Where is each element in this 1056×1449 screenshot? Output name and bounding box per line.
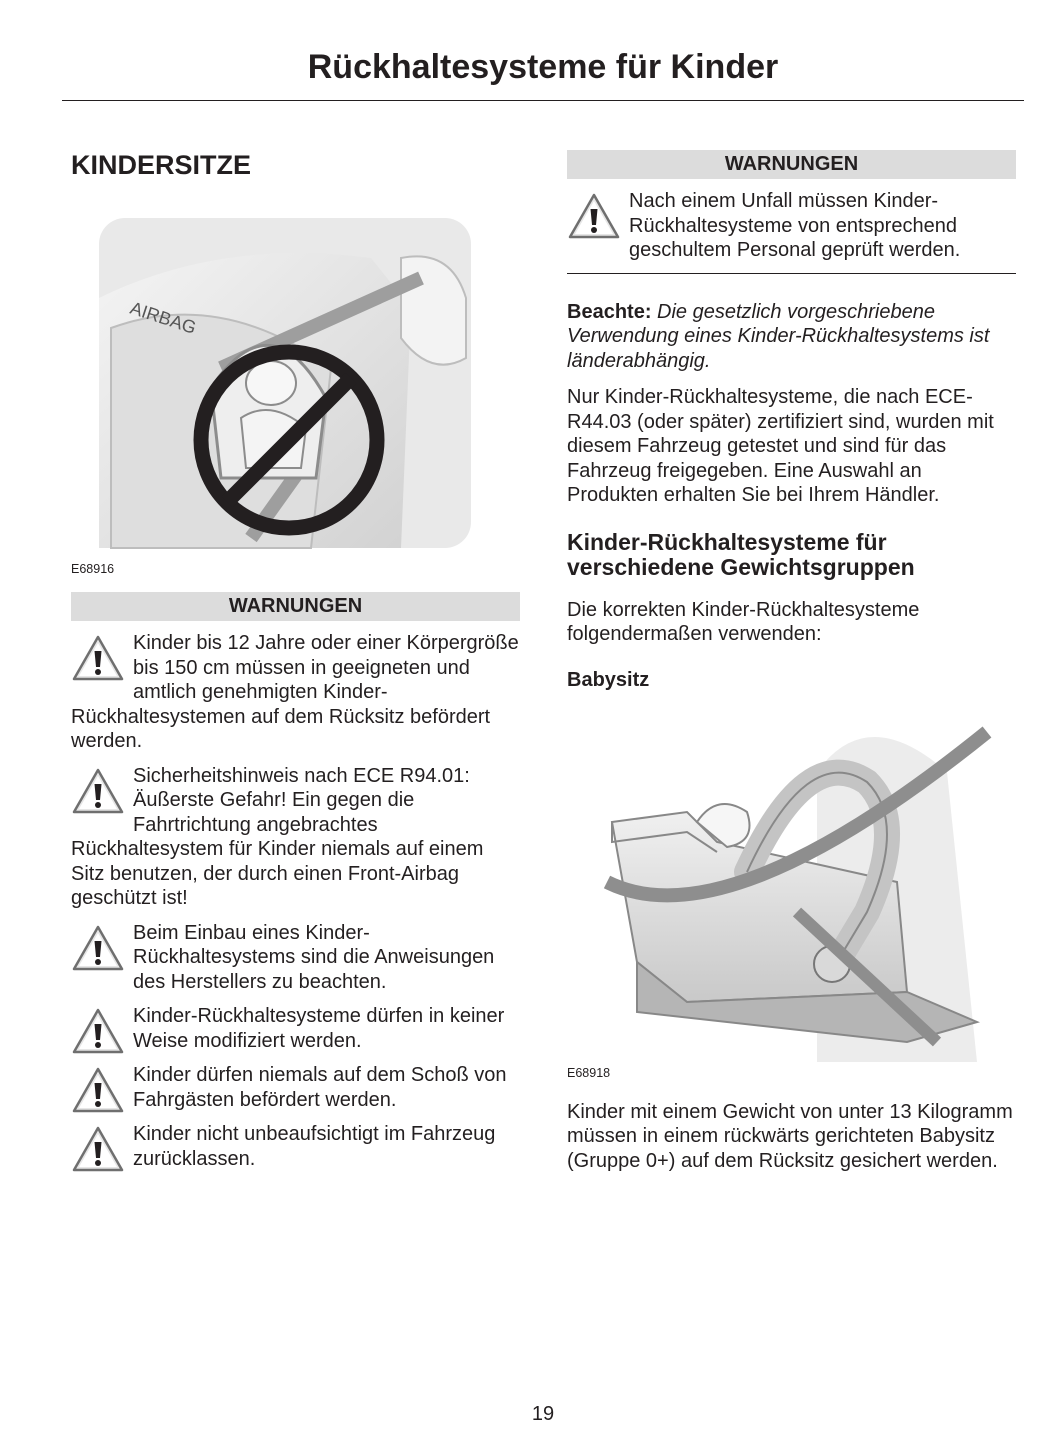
airbag-warning-illustration	[71, 218, 471, 558]
warnings-header-right: WARNUNGEN	[567, 150, 1016, 179]
warnings-box-left	[71, 592, 520, 1171]
warning-text: Kinder nicht unbeaufsichtigt im Fahrzeug zurücklassen.	[133, 1123, 496, 1170]
warning-triangle-icon	[71, 1007, 125, 1055]
section-title-kindersitze: KINDERSITZE	[71, 150, 252, 180]
warning-text: Kinder-Rückhaltesysteme dürfen in keiner Weise modifiziert werden.	[133, 1005, 505, 1052]
certification-paragraph: Nur Kinder-Rückhaltesysteme, die nach ECE-R44.03 (oder später) zertifiziert sind, wurden mit diesem Fahrzeug getestet und sind für das Fahrzeug freigegeben. Eine Auswahl an Produkten erhalten Sie bei Ihrem Händler.	[567, 386, 994, 506]
baby-seat-illustration	[567, 712, 1016, 1062]
warning-text: Nach einem Unfall müssen Kinder-Rückhaltesysteme von entsprechend geschultem Personal geprüft werden.	[629, 190, 961, 261]
warning-triangle-icon	[71, 924, 125, 972]
warning-item	[71, 764, 520, 911]
warning-item	[71, 921, 520, 995]
warning-item	[71, 1122, 520, 1171]
warning-text: Sicherheitshinweis nach ECE R94.01: Äußerste Gefahr! Ein gegen die Fahrtrichtung angebrachtes Rückhaltesystem für Kinder niemals auf einem Sitz benutzen, der durch einen Front-Airbag geschützt ist!	[71, 764, 484, 909]
note-text: Die gesetzlich vorgeschriebene Verwendung eines Kinder-Rückhaltesystems ist länderabhängig.	[567, 300, 990, 372]
warnings-bottom-rule	[567, 273, 1016, 274]
baby-seat-figure	[567, 712, 1016, 1080]
warning-item	[567, 189, 1016, 263]
warning-item	[71, 1063, 520, 1112]
figure-code-right: E68918	[567, 1065, 611, 1080]
warning-item	[71, 631, 520, 754]
warning-triangle-icon	[71, 767, 125, 815]
warning-triangle-icon	[71, 1125, 125, 1173]
warnings-header-left: WARNUNGEN	[71, 592, 520, 621]
right-column	[567, 150, 1016, 1173]
warning-text: Kinder dürfen niemals auf dem Schoß von Fahrgästen befördert werden.	[133, 1064, 507, 1111]
page-title: Rückhaltesysteme für Kinder	[307, 48, 779, 86]
usage-paragraph: Die korrekten Kinder-Rückhaltesysteme folgendermaßen verwenden:	[567, 598, 920, 645]
page-number: 19	[531, 1403, 555, 1425]
warning-triangle-icon	[71, 634, 125, 682]
no-child-seat-airbag-figure	[71, 218, 520, 576]
figure-code-left: E68916	[71, 562, 115, 576]
babysitz-title: Babysitz	[567, 668, 650, 691]
note-label: Beachte:	[567, 300, 652, 323]
warning-triangle-icon	[567, 192, 621, 240]
babysitz-paragraph: Kinder mit einem Gewicht von unter 13 Kilogramm müssen in einem rückwärts gerichteten Babysitz (Gruppe 0+) auf dem Rücksitz gesichert werden.	[567, 1100, 1013, 1172]
note-paragraph	[567, 300, 1016, 374]
title-rule	[62, 100, 1024, 101]
subsection-title: Kinder-Rückhaltesysteme für verschiedene Gewichtsgruppen	[567, 528, 915, 580]
warning-text: Kinder bis 12 Jahre oder einer Körpergröße bis 150 cm müssen in geeigneten und amtlich genehmigten Kinder-Rückhaltesystemen auf dem Rücksitz befördert werden.	[71, 632, 519, 752]
left-column	[71, 150, 520, 1173]
airbag-label: AIRBAG	[127, 297, 199, 338]
warning-item	[71, 1004, 520, 1053]
warning-triangle-icon	[71, 1066, 125, 1114]
warning-text: Beim Einbau eines Kinder-Rückhaltesystems sind die Anweisungen des Herstellers zu beachten.	[133, 921, 495, 993]
warnings-box-right	[567, 150, 1016, 274]
